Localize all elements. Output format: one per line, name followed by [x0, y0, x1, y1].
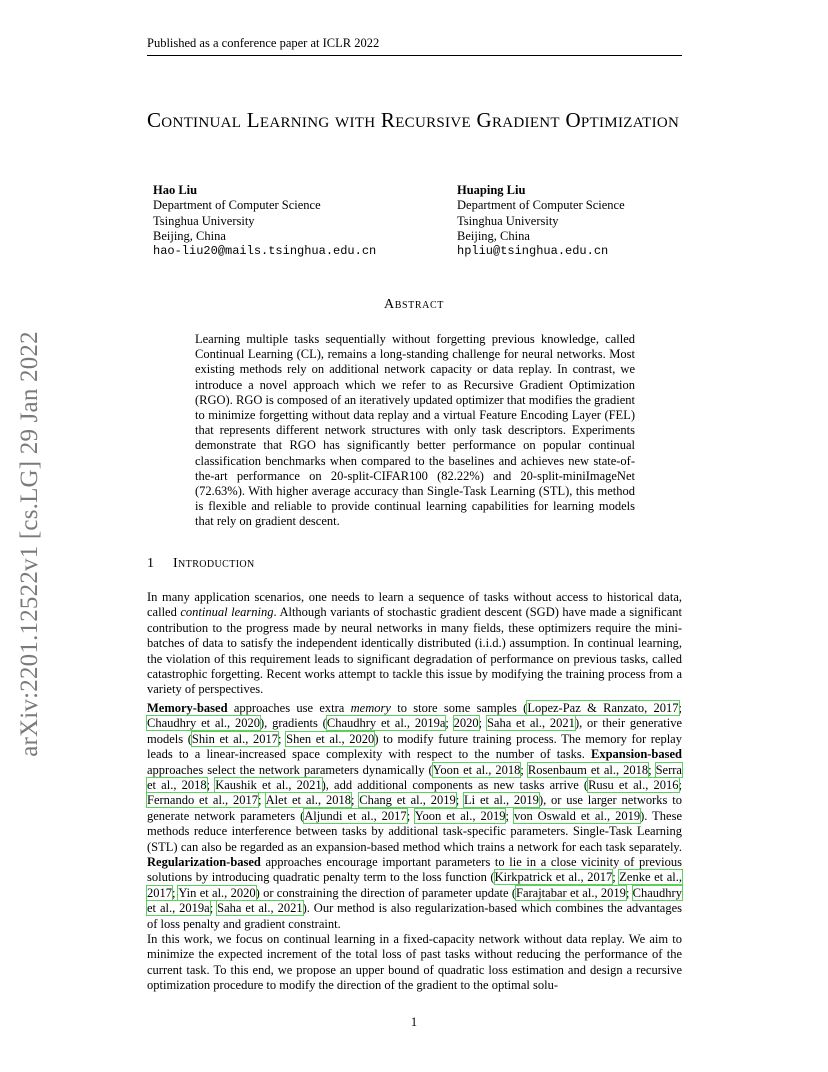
citation-link[interactable]: 2020	[453, 716, 479, 731]
author-name: Hao Liu	[153, 183, 198, 197]
citation-link[interactable]: Fernando et al., 2017	[147, 793, 259, 808]
separator: ;	[350, 793, 360, 808]
bold-term: Regularization-based	[147, 855, 261, 870]
separator: ;	[172, 885, 179, 900]
abstract-text: Learning multiple tasks sequentially without forgetting previous knowledge, called Continual Learning (CL), remains a long-standing challenge for neural networks. Most existing methods rely on additional network capacity or data replay. In contrast, we introduce a novel approach which we refer to as Recursive Gradient Optimization (RGO). RGO is composed of an iteratively updated optimizer that modifies the gradient to minimize forgetting without data replay and a virtual Feature Encoding Layer (FEL) that represents different network structures with only task descriptors. Experiments demonstrate that RGO has significantly better performance on popular continual classification benchmarks when compared to the baselines and achieves new state-of-the-art performance on 20-split-CIFAR100 (82.22%) and 20-split-miniImageNet (72.63%). With higher average accuracy than Single-Task Learning (STL), this method is flexible and reliable to provide continual learning capabilities for learning models that rely on gradient descent.	[195, 332, 635, 529]
emphasis: memory	[350, 701, 391, 715]
author-location: Beijing, China	[153, 228, 226, 243]
separator: ;	[455, 793, 465, 808]
bold-term: Memory-based	[147, 701, 228, 715]
citation-link[interactable]: Shen et al., 2020	[286, 731, 375, 746]
separator: ;	[445, 716, 454, 731]
citation-link[interactable]: Rusu et al., 2016	[588, 778, 679, 793]
citation-link[interactable]: Chang et al., 2019	[359, 793, 456, 808]
separator: ;	[625, 885, 633, 900]
author-university: Tsinghua University	[457, 213, 559, 228]
separator: ;	[678, 778, 682, 793]
separator: ;	[505, 808, 514, 823]
citation-link[interactable]: Alet et al., 2018	[265, 793, 351, 808]
citation-link[interactable]: Yoon et al., 2018	[432, 762, 521, 777]
citation-link[interactable]: Kirkpatrick et al., 2017	[494, 870, 613, 885]
text-run: ), gradients (	[259, 716, 327, 731]
separator: ;	[206, 778, 216, 793]
citation-link[interactable]: Serra et al., 2018	[147, 762, 682, 793]
section-title: Introduction	[173, 556, 255, 571]
separator: ;	[278, 731, 287, 746]
separator: ;	[648, 762, 656, 777]
author-block-2	[457, 183, 625, 259]
text-run: ). Our method is also regularization-based which combines the advantages of loss penalty and gradient constraint.	[147, 901, 683, 931]
text-run: approaches use extra	[227, 701, 351, 715]
text-run: . Although variants of stochastic gradient descent (SGD) have made a significant contribution to the progress made by neural networks in many fields, these optimizers require the mini-batches of data to satisfy the independent identically distributed (i.i.d.) assumption. In continual learning, the violation of this requirement leads to significant degradation of performance on previous tasks, called catastrophic forgetting. Recent works attempt to tackle this issue by modifying the training process from a variety of perspectives.	[147, 605, 682, 697]
separator: ;	[678, 701, 682, 715]
separator: ;	[406, 808, 415, 823]
citation-link[interactable]: von Oswald et al., 2019	[513, 808, 641, 823]
arxiv-identifier-text: arXiv:2201.12522v1 [cs.LG] 29 Jan 2022	[16, 331, 43, 757]
running-header: Published as a conference paper at ICLR 2022	[147, 36, 682, 56]
separator: ;	[209, 901, 218, 916]
citation-link[interactable]: Chaudhry et al., 2020	[147, 716, 260, 731]
text-run: approaches select the network parameters dynamically (	[147, 762, 433, 777]
author-email[interactable]: hao-liu20@mails.tsinghua.edu.cn	[153, 244, 377, 259]
citation-link[interactable]: Zenke et al., 2017	[147, 870, 682, 900]
citation-link[interactable]: Lopez-Paz & Ranzato, 2017	[527, 701, 679, 715]
text-run: ), or their generative models (	[147, 716, 682, 746]
separator: ;	[258, 793, 266, 808]
arxiv-identifier	[4, 294, 56, 794]
citation-link[interactable]: Saha et al., 2021	[217, 901, 303, 916]
bold-term: Expansion-based	[590, 747, 682, 762]
citation-link[interactable]: Kaushik et al., 2021	[215, 778, 322, 793]
citation-link[interactable]: Farajtabar et al., 2019	[516, 885, 626, 900]
text-run: ), add additional components as new tasks arrive (	[321, 778, 589, 793]
page-number: 1	[410, 1015, 418, 1029]
citation-link[interactable]: Yoon et al., 2019	[414, 808, 506, 823]
text-run: ) to modify future training process. The memory for replay leads to a linear-increased space complexity with respect to the number of tasks.	[147, 731, 682, 762]
separator: ;	[520, 762, 528, 777]
abstract-heading: Abstract	[384, 297, 444, 312]
citation-link[interactable]: Saha et al., 2021	[486, 716, 575, 731]
text-run: to store some samples (	[390, 701, 528, 715]
emphasis: continual learning	[180, 605, 274, 620]
author-block-1	[153, 183, 376, 259]
text-run: ), or use larger networks to generate network parameters (	[147, 793, 682, 823]
citation-link[interactable]: Chaudhry et al., 2019a	[147, 885, 682, 916]
text-run: ). These methods reduce interference between tasks by additional task-specific parameters. Single-Task Learning (STL) can also be regarded as an expansion-based method which trains a network for each task separately.	[147, 808, 683, 854]
citation-link[interactable]: Aljundi et al., 2017	[304, 808, 407, 823]
section-number: 1	[147, 556, 155, 571]
text-run: ) or constraining the direction of parameter update (	[255, 885, 516, 900]
separator: ;	[478, 716, 487, 731]
author-email[interactable]: hpliu@tsinghua.edu.cn	[457, 244, 609, 259]
intro-paragraph-1	[147, 590, 682, 698]
text-run: approaches encourage important parameters to lie in a close vicinity of previous solutions by introducing quadratic penalty term to the loss function (	[147, 855, 682, 885]
separator: ;	[612, 870, 620, 885]
intro-paragraph-2	[147, 701, 682, 932]
citation-link[interactable]: Shin et al., 2017	[191, 731, 279, 746]
citation-link[interactable]: Rosenbaum et al., 2018	[527, 762, 649, 777]
author-department: Department of Computer Science	[153, 198, 321, 213]
author-university: Tsinghua University	[153, 213, 255, 228]
section-heading-introduction	[147, 556, 255, 572]
paper-title: Continual Learning with Recursive Gradient Optimization	[147, 108, 680, 132]
intro-paragraph-3: In this work, we focus on continual learning in a fixed-capacity network without data replay. We aim to minimize the expected increment of the total loss of past tasks without reducing the performance of the current task. To this end, we propose an upper bound of quadratic loss estimation and design a recursive optimization procedure to modify the direction of the gradient to the optimal solu-	[147, 932, 682, 993]
author-location: Beijing, China	[457, 228, 530, 243]
author-department: Department of Computer Science	[457, 198, 625, 213]
citation-link[interactable]: Yin et al., 2020	[178, 885, 256, 900]
citation-link[interactable]: Li et al., 2019	[464, 793, 539, 808]
citation-link[interactable]: Chaudhry et al., 2019a	[326, 716, 446, 731]
text-run: In many application scenarios, one needs to learn a sequence of tasks without access to historical data, called	[147, 590, 682, 620]
author-name: Huaping Liu	[457, 183, 526, 197]
